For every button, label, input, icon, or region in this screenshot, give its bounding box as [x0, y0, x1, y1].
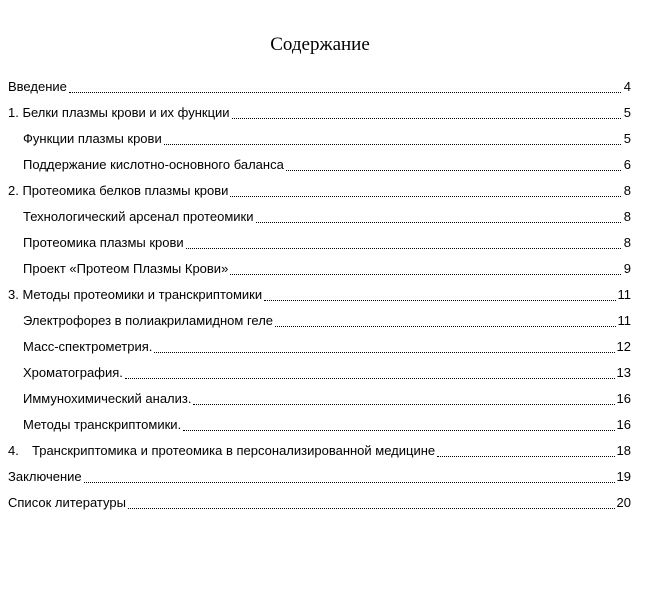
- toc-entry-label: Введение: [8, 79, 67, 94]
- toc-entry-conclusion[interactable]: [8, 464, 631, 490]
- toc-entry-label: Проект «Протеом Плазмы Крови»: [23, 261, 229, 276]
- dot-leader: [230, 273, 621, 275]
- toc-entry-mass-spectrometry[interactable]: [8, 334, 631, 360]
- toc-entry-label: Электрофорез в полиакриламидном геле: [23, 313, 274, 328]
- toc-entry-immunochemical-analysis[interactable]: [8, 386, 631, 412]
- dot-leader: [69, 91, 621, 93]
- toc-entry-chapter-4[interactable]: [8, 438, 631, 464]
- dot-leader: [230, 195, 621, 197]
- dot-leader: [128, 507, 615, 509]
- dot-leader: [125, 377, 615, 379]
- toc-entry-label: Функции плазмы крови: [23, 131, 162, 146]
- dot-leader: [232, 117, 621, 119]
- toc-entry-plasma-functions[interactable]: [8, 126, 631, 152]
- toc-page-number: 5: [623, 105, 631, 120]
- toc-entry-number: 4.: [8, 443, 19, 458]
- toc-page-number: 18: [616, 443, 631, 458]
- toc-entry-acid-base-balance[interactable]: [8, 152, 631, 178]
- toc-entry-chapter-1[interactable]: [8, 100, 631, 126]
- page-title: Содержание: [270, 34, 370, 55]
- toc-page-number: 16: [616, 417, 631, 432]
- dot-leader: [264, 299, 615, 301]
- toc-entry-label: Протеомика плазмы крови: [23, 235, 184, 250]
- dot-leader: [193, 403, 614, 405]
- toc-page-number: 19: [616, 469, 631, 484]
- toc-page-number: 16: [616, 391, 631, 406]
- toc-entry-introduction[interactable]: [8, 74, 631, 100]
- toc-entry-label: 2. Протеомика белков плазмы крови: [8, 183, 229, 198]
- dot-leader: [164, 143, 621, 145]
- toc-page-number: 8: [623, 183, 631, 198]
- toc-page-number: 8: [623, 235, 631, 250]
- toc-page-number: 20: [616, 495, 631, 510]
- dot-leader: [186, 247, 621, 249]
- toc-entry-label: Хроматография.: [23, 365, 123, 380]
- toc-entry-chromatography[interactable]: [8, 360, 631, 386]
- toc-page-number: 8: [623, 209, 631, 224]
- toc-page-number: 11: [617, 287, 631, 302]
- dot-leader: [154, 351, 614, 353]
- dot-leader: [256, 221, 622, 223]
- toc-page-number: 4: [623, 79, 631, 94]
- toc-page-number: 13: [616, 365, 631, 380]
- toc-page-number: 5: [623, 131, 631, 146]
- toc-page-number: 11: [617, 313, 631, 328]
- toc-entry-label: Поддержание кислотно-основного баланса: [23, 157, 284, 172]
- toc-entry-label: Методы транскриптомики.: [23, 417, 182, 432]
- toc-entry-text: Транскриптомика и протеомика в персонализированной медицине: [32, 443, 436, 458]
- toc-entry-label: Заключение: [8, 469, 82, 484]
- toc-entry-chapter-3[interactable]: [8, 282, 631, 308]
- toc-entry-label: 1. Белки плазмы крови и их функции: [8, 105, 230, 120]
- toc-entry-chapter-2[interactable]: [8, 178, 631, 204]
- dot-leader: [275, 325, 615, 327]
- toc-entry-electrophoresis[interactable]: [8, 308, 631, 334]
- toc-entry-label: [8, 443, 435, 459]
- toc-page-number: 9: [623, 261, 631, 276]
- toc-entry-label: Технологический арсенал протеомики: [23, 209, 254, 224]
- dot-leader: [286, 169, 621, 171]
- dot-leader: [84, 481, 615, 483]
- toc-entry-plasma-proteomics[interactable]: [8, 230, 631, 256]
- toc-page-number: 12: [616, 339, 631, 354]
- toc-page-number: 6: [623, 157, 631, 172]
- toc-entry-references[interactable]: [8, 490, 631, 516]
- toc-entry-label: Список литературы: [8, 495, 126, 510]
- table-of-contents: [8, 74, 631, 516]
- toc-entry-proteomics-arsenal[interactable]: [8, 204, 631, 230]
- toc-entry-label: Иммунохимический анализ.: [23, 391, 192, 406]
- toc-entry-transcriptomics-methods[interactable]: [8, 412, 631, 438]
- toc-entry-label: Масс-спектрометрия.: [23, 339, 153, 354]
- toc-entry-label: 3. Методы протеомики и транскриптомики: [8, 287, 263, 302]
- dot-leader: [183, 429, 614, 431]
- dot-leader: [437, 455, 614, 457]
- toc-entry-plasma-proteome-project[interactable]: [8, 256, 631, 282]
